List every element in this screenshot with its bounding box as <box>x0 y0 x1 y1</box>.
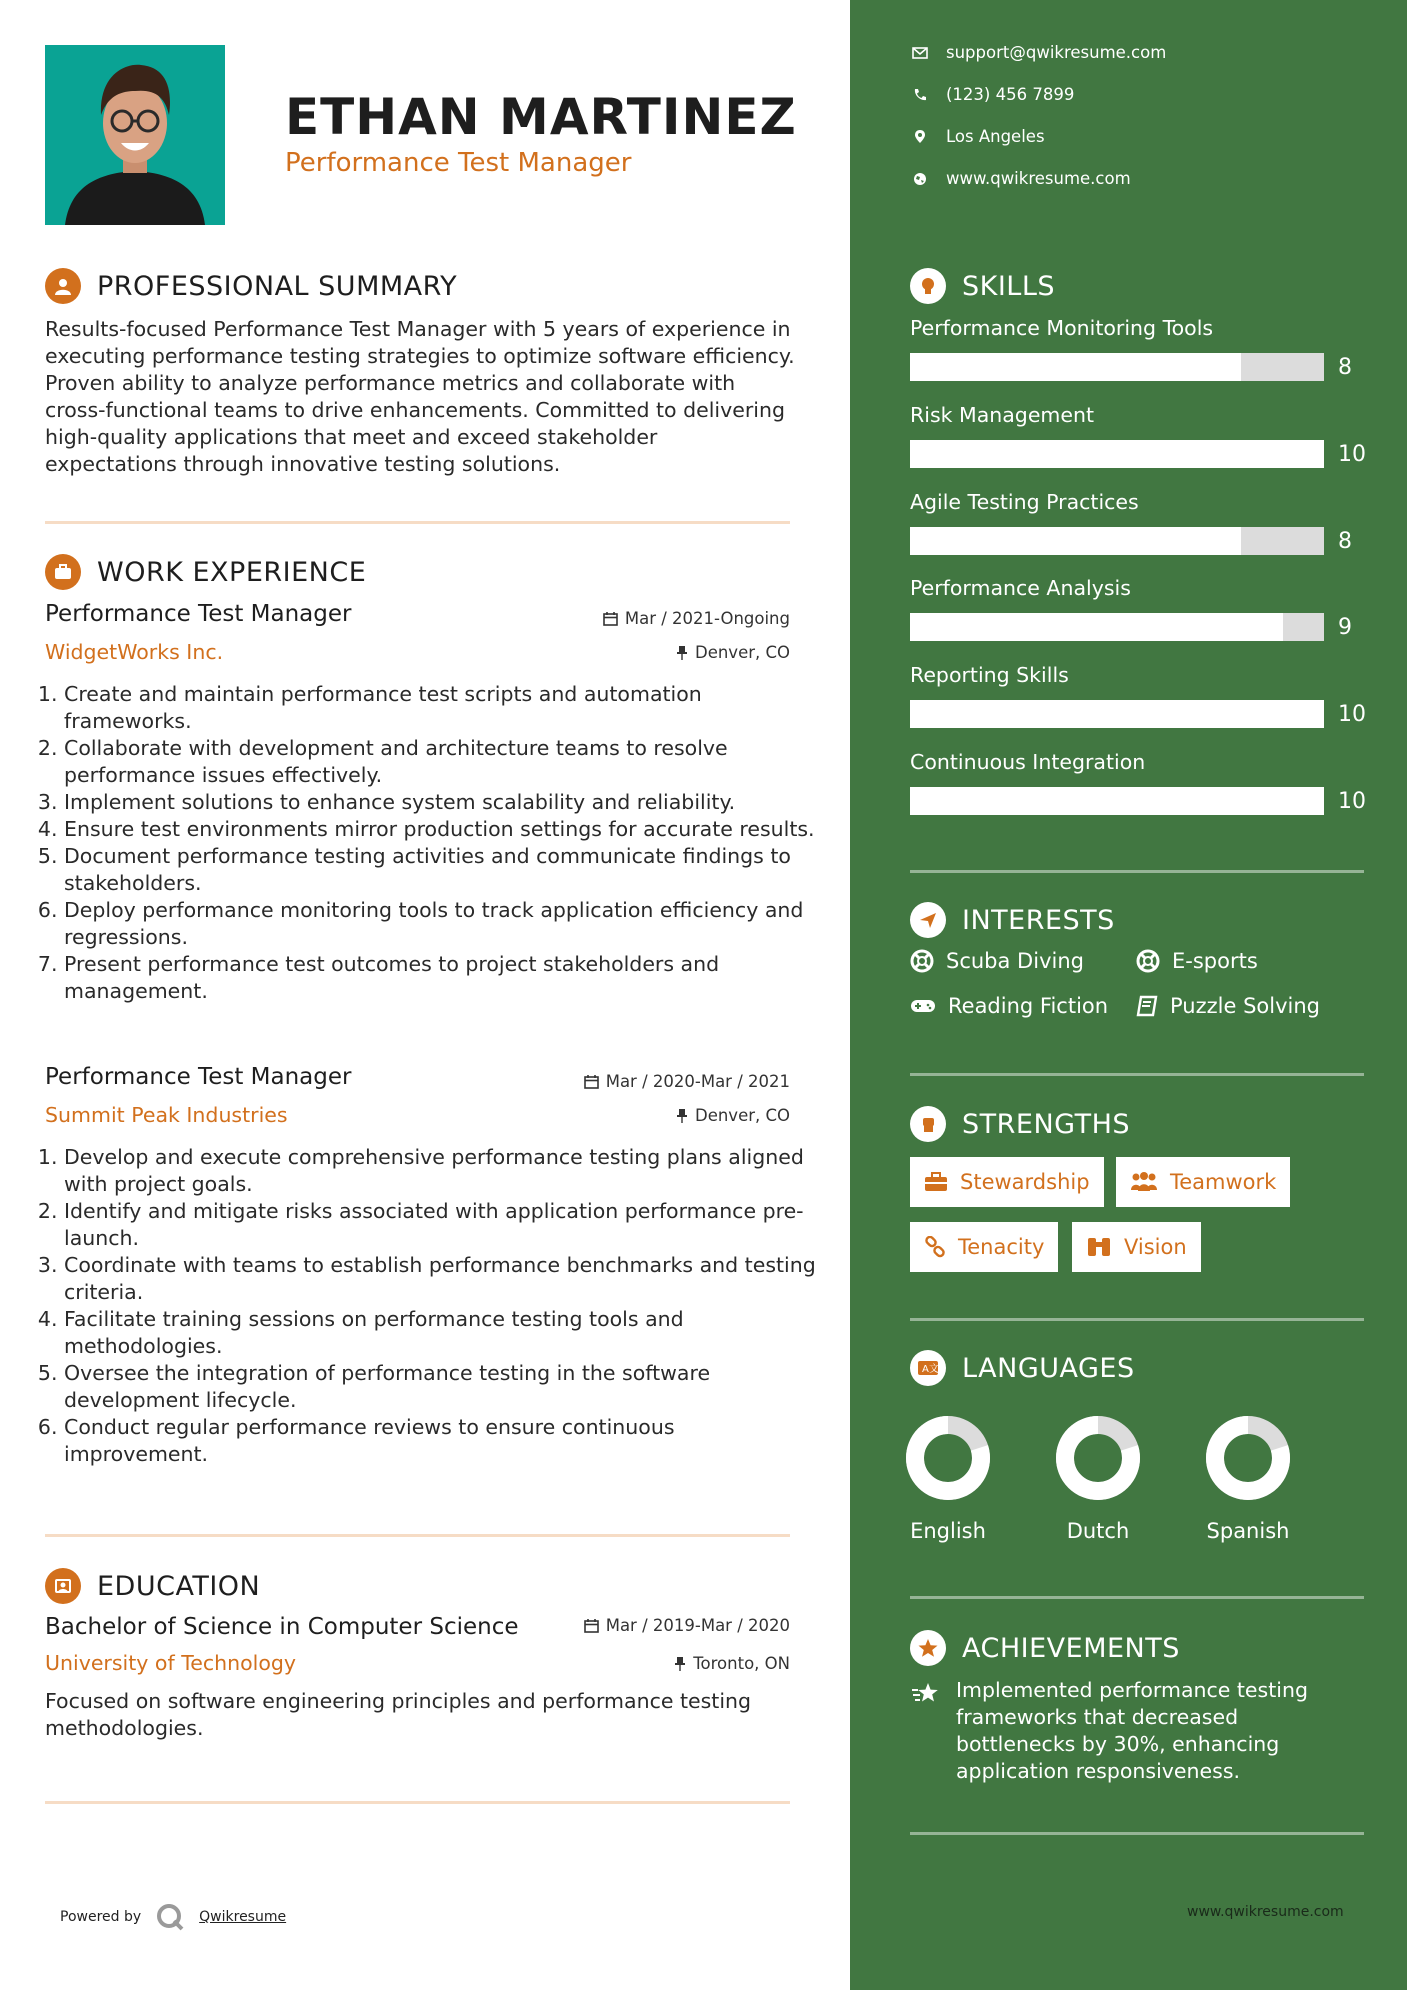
qwikresume-logo-icon <box>155 1902 185 1932</box>
language-item <box>1193 1413 1303 1543</box>
skill-name: Continuous Integration <box>910 750 1146 774</box>
company-name: Summit Peak Industries <box>45 1103 288 1127</box>
job-location <box>676 1106 790 1125</box>
experience-heading <box>45 554 366 590</box>
powered-by-label: Powered by <box>60 1909 142 1925</box>
star-badge-icon <box>910 1630 946 1666</box>
skill-value: 9 <box>1338 615 1352 640</box>
skill-name: Risk Management <box>910 403 1095 427</box>
skill-name: Reporting Skills <box>910 663 1069 687</box>
divider <box>910 1318 1364 1321</box>
brand-link[interactable]: Qwikresume <box>199 1909 287 1925</box>
skill-bar <box>910 440 1324 468</box>
fist-icon <box>910 1106 946 1142</box>
language-label: English <box>910 1519 986 1543</box>
skills-heading <box>910 268 1055 304</box>
education-dates <box>584 1616 790 1635</box>
candidate-title: Performance Test Manager <box>285 148 632 178</box>
skill-bar <box>910 700 1324 728</box>
list-item: 5. Oversee the integration of performance testing in the software development lifecycle. <box>64 1360 824 1414</box>
contact-location-text: Los Angeles <box>946 127 1045 146</box>
divider <box>45 521 790 524</box>
achievement-item <box>910 1677 1336 1785</box>
contact-location <box>910 127 1045 146</box>
list-item: 2. Collaborate with development and architecture teams to resolve performance issues effectively. <box>64 735 824 789</box>
skill-bar <box>910 353 1324 381</box>
profile-photo <box>45 45 225 225</box>
interest-label: Puzzle Solving <box>1170 994 1320 1018</box>
svg-text:A: A <box>922 1364 929 1375</box>
pin-icon <box>676 1108 688 1123</box>
skill-bar <box>910 787 1324 815</box>
skill-bar <box>910 613 1324 641</box>
language-donut <box>1203 1413 1293 1503</box>
skill-name: Agile Testing Practices <box>910 490 1139 514</box>
calendar-icon <box>603 611 618 626</box>
school-name: University of Technology <box>45 1651 297 1675</box>
job-location <box>676 643 790 662</box>
lightbulb-icon <box>910 268 946 304</box>
job-dates-text: Mar / 2020-Mar / 2021 <box>605 1072 790 1091</box>
strength-label: Teamwork <box>1170 1170 1277 1194</box>
education-dates-text: Mar / 2019-Mar / 2020 <box>605 1616 790 1635</box>
job-title: Performance Test Manager <box>45 601 352 627</box>
list-item: 6. Deploy performance monitoring tools to track application efficiency and regressions. <box>64 897 824 951</box>
lifebuoy-icon <box>910 949 934 973</box>
contact-website-text: www.qwikresume.com <box>946 169 1131 188</box>
education-description: Focused on software engineering principles and performance testing methodologies. <box>45 1689 752 1740</box>
gamepad-icon <box>910 996 936 1016</box>
list-item: 5. Document performance testing activities and communicate findings to stakeholders. <box>64 843 824 897</box>
calendar-icon <box>584 1618 599 1633</box>
skill-bar-fill <box>910 527 1241 555</box>
map-marker-icon <box>914 129 926 144</box>
strengths-title: STRENGTHS <box>962 1108 1131 1140</box>
skill-value: 10 <box>1338 702 1366 727</box>
achievements-title: ACHIEVEMENTS <box>962 1632 1180 1664</box>
users-icon <box>1130 1172 1158 1192</box>
sidebar <box>850 0 1407 1990</box>
interest-item <box>1136 949 1258 973</box>
interest-label: Reading Fiction <box>948 994 1109 1018</box>
globe-icon <box>913 172 927 186</box>
achievement-text: Implemented performance testing frameworks that decreased bottlenecks by 30%, enhancing application responsiveness. <box>956 1678 1308 1783</box>
duty-list <box>42 1144 824 1468</box>
list-item: 3. Coordinate with teams to establish performance benchmarks and testing criteria. <box>64 1252 824 1306</box>
languages-heading <box>910 1350 1135 1386</box>
company-name: WidgetWorks Inc. <box>45 640 224 664</box>
contact-phone[interactable] <box>910 85 1074 104</box>
interest-label: Scuba Diving <box>946 949 1084 973</box>
lifebuoy-icon <box>1136 949 1160 973</box>
education-location <box>674 1654 790 1673</box>
footer-url[interactable]: www.qwikresume.com <box>1187 1904 1344 1920</box>
user-icon <box>45 268 81 304</box>
list-item: 6. Conduct regular performance reviews to ensure continuous improvement. <box>64 1414 824 1468</box>
paper-plane-icon <box>910 902 946 938</box>
contact-email-text: support@qwikresume.com <box>946 43 1167 62</box>
strengths-heading <box>910 1106 1130 1142</box>
graduation-icon <box>45 1568 81 1604</box>
skills-title: SKILLS <box>962 270 1056 302</box>
degree-title: Bachelor of Science in Computer Science <box>45 1614 519 1640</box>
skill-name: Performance Monitoring Tools <box>910 316 1214 340</box>
duty-list <box>42 681 824 1005</box>
skill-name: Performance Analysis <box>910 576 1131 600</box>
strength-badge <box>910 1157 1104 1207</box>
job-dates <box>584 1072 790 1091</box>
job-dates-text: Mar / 2021-Ongoing <box>624 609 790 628</box>
calendar-icon <box>584 1074 599 1089</box>
summary-title: PROFESSIONAL SUMMARY <box>97 270 458 302</box>
language-donut <box>903 1413 993 1503</box>
achievements-heading <box>910 1630 1180 1666</box>
language-item <box>1043 1413 1153 1543</box>
book-icon <box>1136 995 1158 1017</box>
skill-bar-fill <box>910 613 1283 641</box>
list-item: 4. Facilitate training sessions on performance testing tools and methodologies. <box>64 1306 824 1360</box>
skill-bar <box>910 527 1324 555</box>
language-label: Dutch <box>1066 1519 1130 1543</box>
star-icon <box>910 1681 940 1707</box>
list-item: 7. Present performance test outcomes to project stakeholders and management. <box>64 951 824 1005</box>
divider <box>910 1832 1364 1835</box>
education-title: EDUCATION <box>97 1570 261 1602</box>
powered-by <box>60 1902 286 1932</box>
contact-website[interactable] <box>910 169 1131 188</box>
job-location-text: Denver, CO <box>694 1106 790 1125</box>
skill-value: 8 <box>1338 529 1352 554</box>
skill-bar-fill <box>910 353 1241 381</box>
interest-item <box>910 994 1108 1018</box>
divider <box>910 1596 1364 1599</box>
contact-phone-text: (123) 456 7899 <box>946 85 1075 104</box>
link-icon <box>924 1236 946 1258</box>
language-label: Spanish <box>1206 1519 1290 1543</box>
skill-bar-fill <box>910 787 1324 815</box>
list-item: 1. Develop and execute comprehensive performance testing plans aligned with project goals. <box>64 1144 824 1198</box>
list-item: 1. Create and maintain performance test scripts and automation frameworks. <box>64 681 824 735</box>
skill-value: 10 <box>1338 442 1366 467</box>
skill-bar-fill <box>910 700 1324 728</box>
list-item: 4. Ensure test environments mirror production settings for accurate results. <box>64 816 824 843</box>
divider <box>910 1073 1364 1076</box>
strength-badge <box>1072 1222 1201 1272</box>
summary-text: Results-focused Performance Test Manager with 5 years of experience in executing performance testing strategies to optimize software efficiency. Proven ability to analyze performance metrics and collaborate with cross-functional teams to drive enhancements. Committed to delivering high-quality applications that meet and exceed stakeholder expectations through innovative testing solutions. <box>45 317 795 476</box>
strength-label: Tenacity <box>958 1235 1045 1259</box>
skill-value: 8 <box>1338 355 1352 380</box>
language-icon <box>910 1350 946 1386</box>
language-donut <box>1053 1413 1143 1503</box>
divider <box>45 1534 790 1537</box>
job-dates <box>603 609 790 628</box>
list-item: 3. Implement solutions to enhance system scalability and reliability. <box>64 789 824 816</box>
binoculars-icon <box>1086 1236 1112 1258</box>
job-location-text: Denver, CO <box>694 643 790 662</box>
list-item: 2. Identify and mitigate risks associated with application performance pre-launch. <box>64 1198 824 1252</box>
phone-icon <box>913 88 927 102</box>
strength-label: Vision <box>1124 1235 1187 1259</box>
candidate-name: ETHAN MARTINEZ <box>285 88 797 146</box>
interests-title: INTERESTS <box>962 904 1115 936</box>
skill-bar-fill <box>910 440 1324 468</box>
interest-item <box>1136 994 1320 1018</box>
interest-item <box>910 949 1084 973</box>
education-location-text: Toronto, ON <box>693 1654 790 1673</box>
languages-title: LANGUAGES <box>962 1352 1135 1384</box>
briefcase-icon <box>924 1172 948 1192</box>
briefcase-icon <box>45 554 81 590</box>
experience-title: WORK EXPERIENCE <box>97 556 367 588</box>
pin-icon <box>676 645 688 660</box>
strength-label: Stewardship <box>960 1170 1090 1194</box>
education-heading <box>45 1568 260 1604</box>
interest-label: E-sports <box>1172 949 1258 973</box>
contact-email[interactable] <box>910 43 1166 62</box>
strength-badge <box>1116 1157 1290 1207</box>
skill-value: 10 <box>1338 789 1366 814</box>
job-title: Performance Test Manager <box>45 1064 352 1090</box>
svg-text:文: 文 <box>929 1364 939 1375</box>
pin-icon <box>674 1656 686 1671</box>
divider <box>45 1801 790 1804</box>
summary-heading <box>45 268 457 304</box>
envelope-icon <box>912 47 928 59</box>
strength-badge <box>910 1222 1058 1272</box>
divider <box>910 870 1364 873</box>
interests-heading <box>910 902 1115 938</box>
language-item <box>893 1413 1003 1543</box>
